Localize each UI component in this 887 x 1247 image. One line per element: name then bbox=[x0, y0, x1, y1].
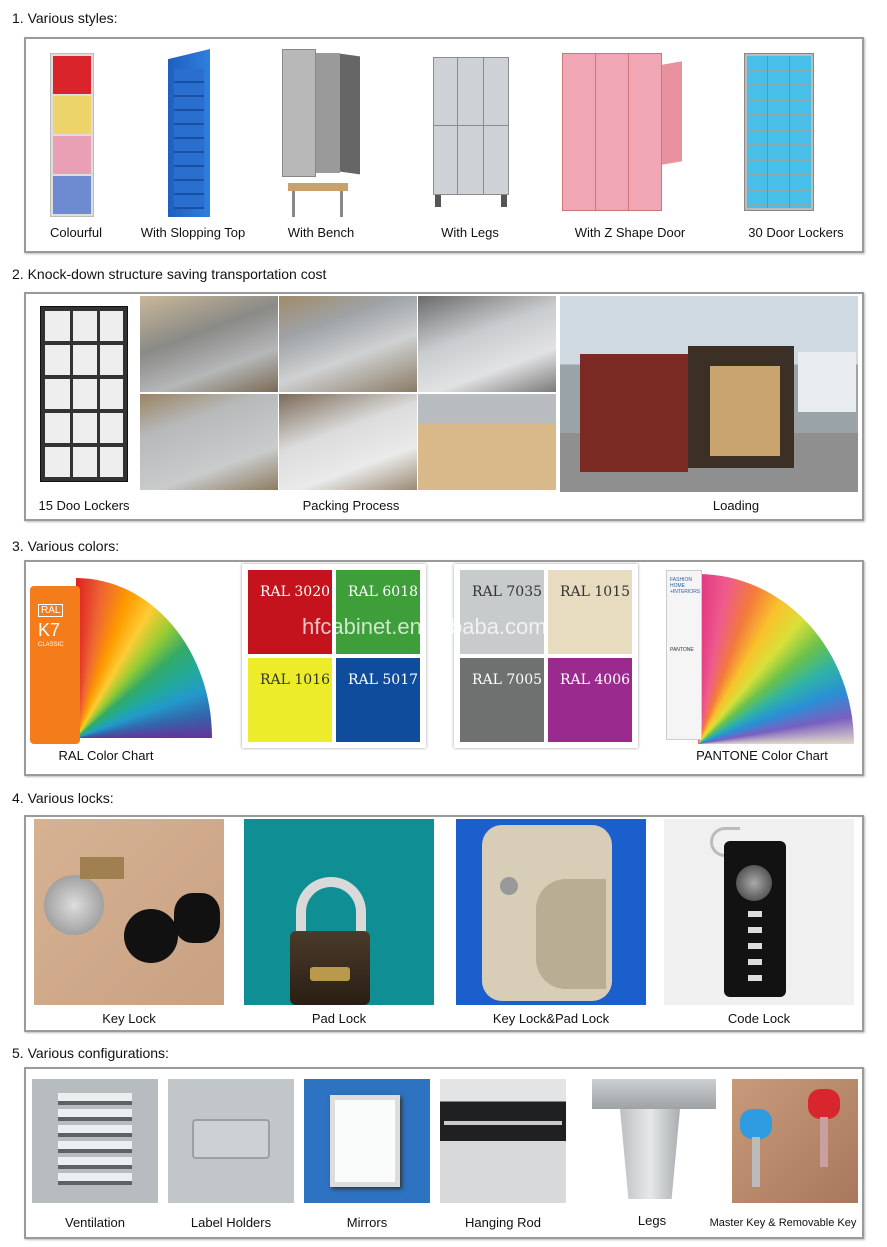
swatch-ral-1015: RAL 1015 bbox=[548, 570, 632, 654]
label-holder-image bbox=[168, 1079, 294, 1203]
section-1-title: 1. Various styles: bbox=[12, 10, 118, 26]
swatch-ral-4006: RAL 4006 bbox=[548, 658, 632, 742]
caption-ral-chart: RAL Color Chart bbox=[58, 748, 154, 763]
caption-pad-lock: Pad Lock bbox=[311, 1011, 367, 1026]
ral-swatch-group-1 bbox=[242, 564, 426, 748]
caption-bench: With Bench bbox=[287, 225, 355, 240]
fifteen-door-locker-image bbox=[40, 306, 128, 482]
packing-photo-3 bbox=[418, 296, 556, 392]
caption-hanging-rod: Hanging Rod bbox=[465, 1215, 541, 1230]
ral-swatch-group-2 bbox=[454, 564, 638, 748]
packing-photo-1 bbox=[140, 296, 278, 392]
caption-legs-config: Legs bbox=[637, 1213, 667, 1228]
ral-fan-image bbox=[30, 578, 214, 744]
loading-photo bbox=[560, 296, 858, 492]
locks-panel bbox=[24, 815, 864, 1032]
caption-mirrors: Mirrors bbox=[346, 1215, 388, 1230]
packing-photo-2 bbox=[279, 296, 417, 392]
pantone-fan-image bbox=[666, 570, 858, 746]
pad-lock-image bbox=[244, 819, 434, 1005]
caption-colourful: Colourful bbox=[49, 225, 103, 240]
pantone-brand: PANTONE bbox=[670, 647, 694, 653]
ventilation-image bbox=[32, 1079, 158, 1203]
caption-label-holders: Label Holders bbox=[190, 1215, 272, 1230]
section-3-title: 3. Various colors: bbox=[12, 538, 120, 554]
key-pad-lock-image bbox=[456, 819, 646, 1005]
caption-code-lock: Code Lock bbox=[727, 1011, 791, 1026]
mirror-image bbox=[304, 1079, 430, 1203]
hanging-rod-image bbox=[440, 1079, 566, 1203]
code-lock-image bbox=[664, 819, 854, 1005]
caption-legs: With Legs bbox=[441, 225, 499, 240]
caption-loading: Loading bbox=[712, 498, 760, 513]
styles-panel bbox=[24, 37, 864, 253]
caption-key-lock: Key Lock bbox=[102, 1011, 156, 1026]
master-key-image bbox=[732, 1079, 858, 1203]
swatch-ral-5017: RAL 5017 bbox=[336, 658, 420, 742]
sloping-top-locker-image bbox=[168, 49, 210, 217]
packing-photo-5 bbox=[279, 394, 417, 490]
configurations-panel bbox=[24, 1067, 864, 1239]
colors-panel bbox=[24, 560, 864, 776]
swatch-ral-7035: RAL 7035 bbox=[460, 570, 544, 654]
caption-ventilation: Ventilation bbox=[65, 1215, 125, 1230]
caption-30-door: 30 Door Lockers bbox=[748, 225, 844, 240]
pantone-lines: FASHION HOME +INTERIORS bbox=[670, 577, 701, 595]
section-5-title: 5. Various configurations: bbox=[12, 1045, 169, 1061]
caption-packing: Packing Process bbox=[302, 498, 400, 513]
ral-sub: CLASSIC bbox=[38, 642, 64, 648]
ral-brand: RAL bbox=[38, 604, 63, 617]
caption-z-shape: With Z Shape Door bbox=[574, 225, 686, 240]
colourful-locker-image bbox=[50, 53, 94, 217]
ral-model: K7 bbox=[38, 620, 61, 640]
bench-locker-image bbox=[282, 49, 362, 219]
packing-photo-4 bbox=[140, 394, 278, 490]
legs-locker-image bbox=[433, 57, 509, 207]
caption-pantone-chart: PANTONE Color Chart bbox=[696, 748, 828, 763]
caption-slopping-top: With Slopping Top bbox=[140, 225, 246, 240]
caption-key-pad-lock: Key Lock&Pad Lock bbox=[492, 1011, 610, 1026]
swatch-ral-3020: RAL 3020 bbox=[248, 570, 332, 654]
packing-photo-6 bbox=[418, 394, 556, 490]
swatch-ral-7005: RAL 7005 bbox=[460, 658, 544, 742]
swatch-ral-1016: RAL 1016 bbox=[248, 658, 332, 742]
key-lock-image bbox=[34, 819, 224, 1005]
section-4-title: 4. Various locks: bbox=[12, 790, 114, 806]
leg-image bbox=[592, 1079, 718, 1203]
z-shape-locker-image bbox=[562, 53, 684, 213]
knockdown-panel bbox=[24, 292, 864, 521]
caption-master-key: Master Key & Removable Key bbox=[709, 1217, 857, 1229]
watermark: hfcabinet.en.alibaba.com bbox=[302, 614, 547, 639]
swatch-ral-6018: RAL 6018 bbox=[336, 570, 420, 654]
thirty-door-locker-image bbox=[744, 53, 814, 211]
section-2-title: 2. Knock-down structure saving transportation cost bbox=[12, 266, 327, 282]
caption-15-door: 15 Doo Lockers bbox=[38, 498, 130, 513]
